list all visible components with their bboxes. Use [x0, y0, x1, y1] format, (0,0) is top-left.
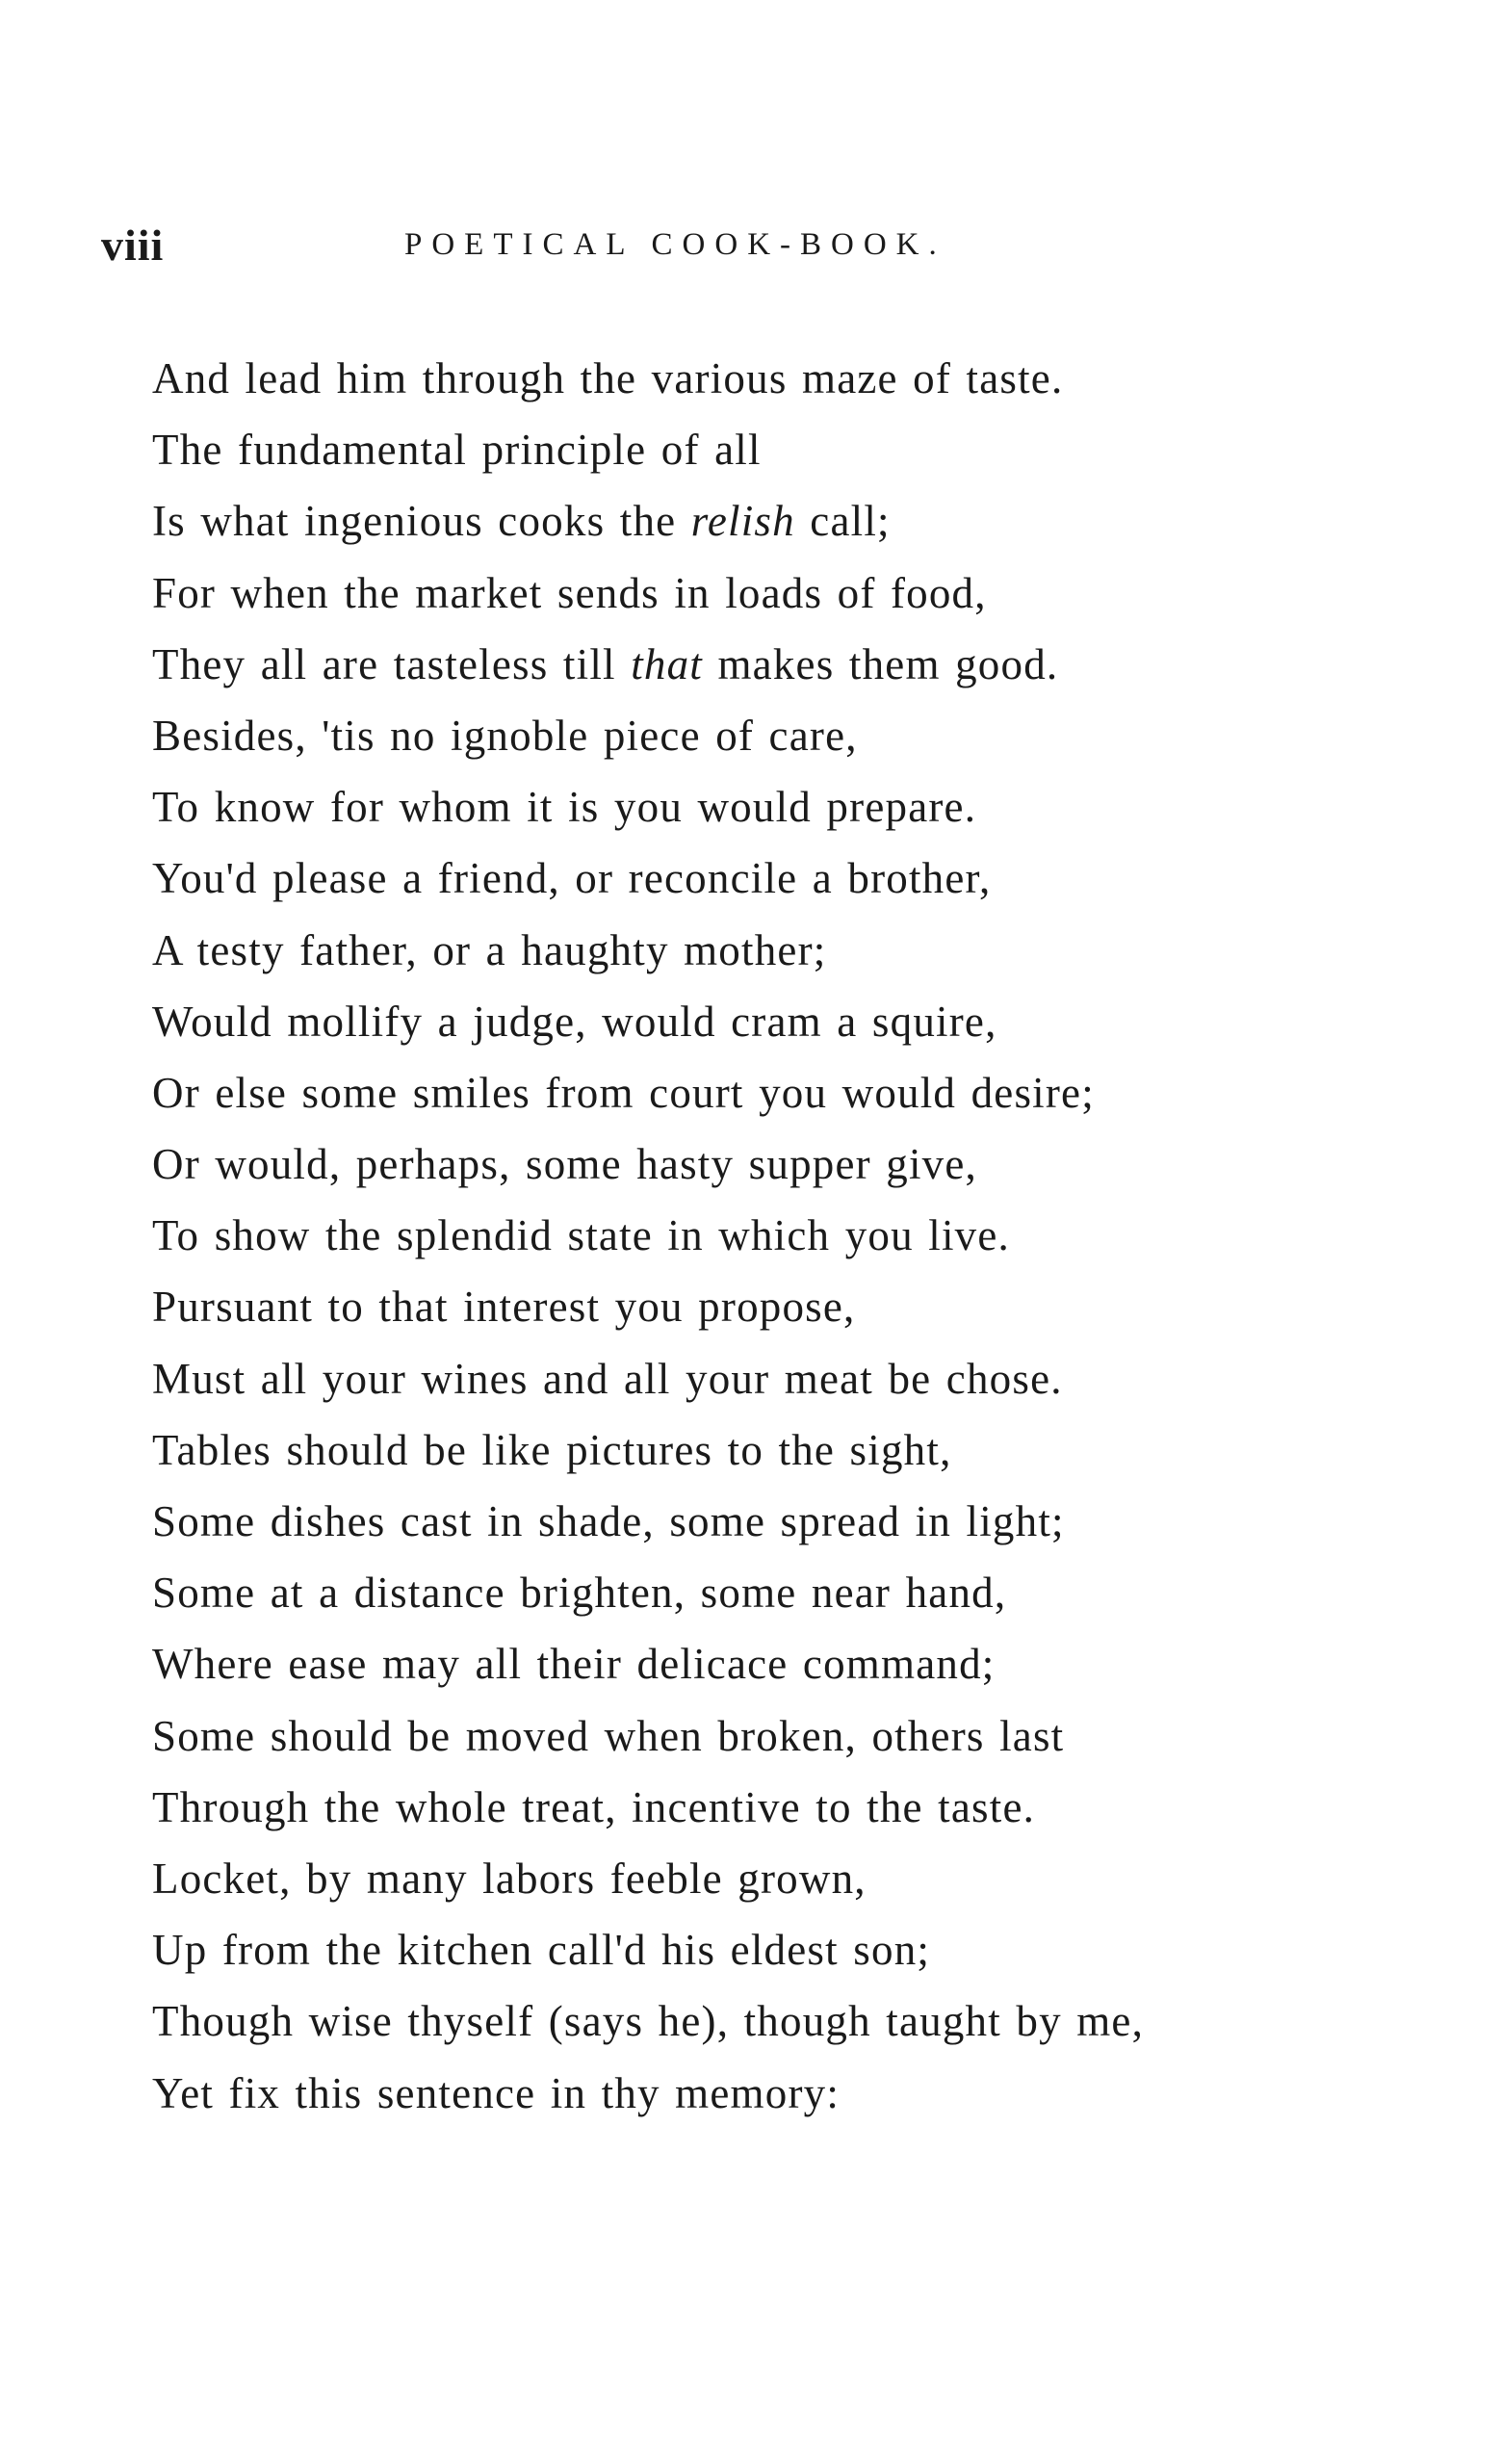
running-head — [101, 220, 1064, 277]
poem-line: Through the whole treat, incentive to the taste. — [152, 1782, 1036, 1831]
poem-line: Some at a distance brighten, some near hand, — [152, 1569, 1007, 1618]
poem-line: Pursuant to that interest you propose, — [152, 1283, 856, 1332]
poem-line: Tables should be like pictures to the sight, — [152, 1425, 952, 1474]
poem-line: To know for whom it is you would prepare. — [152, 783, 977, 832]
poem-line: Some should be moved when broken, others last — [152, 1711, 1065, 1760]
italic-word: that — [631, 639, 704, 688]
italic-word: relish — [690, 497, 795, 546]
poem-line: To show the splendid state in which you live. — [152, 1211, 1010, 1260]
page-number: viii — [101, 220, 165, 270]
poem-line: Locket, by many labors feeble grown, — [152, 1854, 867, 1903]
poem-line: You'd please a friend, or reconcile a brother, — [152, 854, 992, 903]
poem-line: Is what ingenious cooks the relish call; — [152, 497, 891, 546]
poem-line: Must all your wines and all your meat be chose. — [152, 1354, 1063, 1403]
poem-line: They all are tasteless till that makes them good. — [152, 639, 1059, 688]
running-title: POETICAL COOK-BOOK. — [404, 227, 946, 262]
poem-text — [152, 343, 1356, 2129]
poem-line: Or else some smiles from court you would desire; — [152, 1068, 1095, 1117]
poem-line: Though wise thyself (says he), though taught by me, — [152, 1997, 1145, 2046]
poem-line: Or would, perhaps, some hasty supper give, — [152, 1140, 977, 1189]
poem-line: Yet fix this sentence in thy memory: — [152, 2068, 841, 2117]
poem-line: Some dishes cast in shade, some spread in light; — [152, 1497, 1065, 1545]
poem-line: Up from the kitchen call'd his eldest son; — [152, 1926, 931, 1975]
poem-line: A testy father, or a haughty mother; — [152, 925, 827, 974]
poem-line: Would mollify a judge, would cram a squire, — [152, 997, 997, 1046]
poem-line: And lead him through the various maze of taste. — [152, 354, 1064, 402]
poem-line: Besides, 'tis no ignoble piece of care, — [152, 711, 858, 760]
poem-line: Where ease may all their delicace command; — [152, 1640, 996, 1689]
poem-line: For when the market sends in loads of food, — [152, 568, 987, 617]
poem-line: The fundamental principle of all — [152, 426, 762, 475]
